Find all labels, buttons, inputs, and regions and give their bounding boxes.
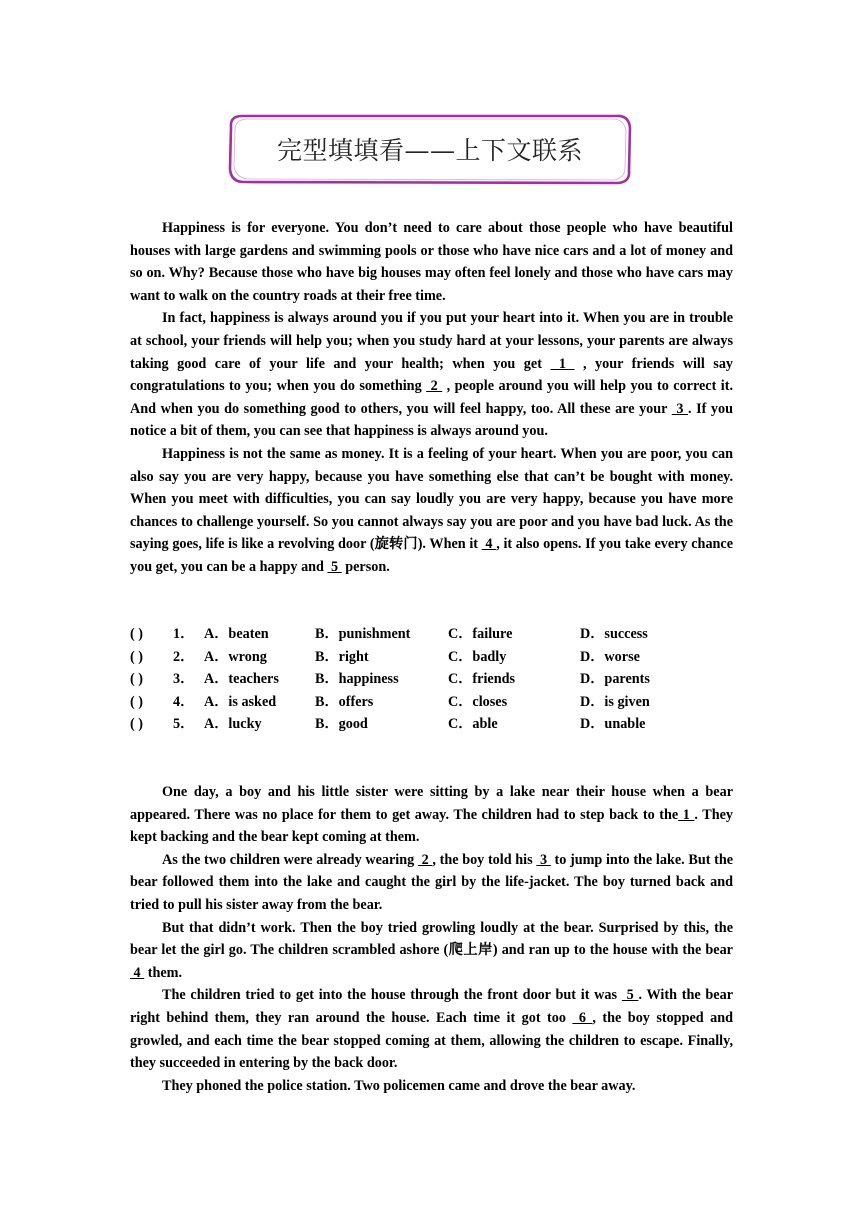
passage-2-paragraph-4 bbox=[130, 984, 733, 1074]
option-a: A．beaten bbox=[204, 626, 269, 642]
answer-blank: 4 bbox=[481, 536, 497, 553]
paragraph-text: , your friends will say congratulations to you; when you do something bbox=[130, 355, 734, 395]
page-title: 完型填填看——上下文联系 bbox=[276, 136, 583, 165]
paragraph-text: They phoned the police station. Two policemen came and drove the bear away. bbox=[162, 1077, 636, 1094]
paragraph-text: Happiness is not the same as money. It is a feeling of your heart. When you are poor, you can also say you are very happy, because you have something else that can’t be bought with money. When you meet with difficulties, you can say loudly you are very happy, because you have more chances to challenge yourself. So you cannot always say you are poor and you have bad luck. As the saying goes, life is like a revolving door (旋转门). When it bbox=[130, 445, 733, 553]
title-banner bbox=[228, 113, 632, 185]
option-c: C．badly bbox=[448, 648, 507, 665]
question-number: 1． bbox=[173, 626, 195, 642]
question-number: 4． bbox=[173, 693, 195, 710]
option-d: D．parents bbox=[580, 671, 650, 688]
option-b: B．punishment bbox=[315, 626, 411, 642]
answer-blank: 3 bbox=[536, 851, 551, 868]
paragraph-text: In fact, happiness is always around you if you put your heart into it. When you are in trouble at school, your friends will help you; when you study hard at your lessons, your parents are always taking good care of your life and your health; when you get bbox=[130, 310, 733, 372]
answer-paren: ( ) bbox=[130, 648, 143, 665]
answer-blank: 5 bbox=[621, 987, 639, 1004]
question-number: 2． bbox=[173, 648, 195, 665]
passage-2-paragraph-5 bbox=[130, 1075, 733, 1098]
option-row bbox=[130, 646, 733, 669]
option-a: A．teachers bbox=[204, 671, 279, 688]
option-row bbox=[130, 713, 733, 736]
answer-blank: 2 bbox=[417, 851, 433, 868]
option-d: D．is given bbox=[580, 693, 650, 710]
passage-2-paragraph-1 bbox=[130, 781, 733, 849]
paragraph-text: , people around you will help you to correct it. And when you do something good to others, you will feel happy, too. All these are your bbox=[130, 378, 733, 417]
option-c: C．closes bbox=[448, 693, 508, 710]
option-b: B．happiness bbox=[315, 671, 399, 688]
option-row bbox=[130, 691, 733, 714]
paragraph-text: . They kept backing and the bear kept coming at them. bbox=[130, 806, 734, 846]
option-c: C．able bbox=[448, 716, 498, 733]
options-table bbox=[130, 623, 733, 736]
paragraph-text: person. bbox=[341, 558, 390, 575]
passage-2 bbox=[130, 781, 733, 1097]
option-d: D．unable bbox=[580, 716, 646, 733]
option-row bbox=[130, 623, 733, 646]
paragraph-text: Happiness is for everyone. You don’t need to care about those people who have beautiful houses with large gardens and swimming pools or those who have nice cars and a lot of money and so on. Why? Because those who have big houses may often feel lonely and those who have cars may want to walk on the country roads at their free time. bbox=[130, 220, 733, 304]
answer-blank: 1 bbox=[678, 806, 695, 823]
paragraph-text: , it also opens. If you take every chance you get, you can be a happy and bbox=[130, 536, 734, 575]
option-b: B．offers bbox=[315, 693, 374, 710]
answer-paren: ( ) bbox=[130, 626, 143, 642]
paragraph-text: The children tried to get into the house through the front door but it was bbox=[162, 987, 622, 1004]
option-a: A．is asked bbox=[204, 693, 277, 710]
paragraph-text: . With the bear right behind them, they ran around the house. Each time it got too bbox=[130, 987, 733, 1026]
option-c: C．friends bbox=[448, 671, 515, 688]
passage-1-paragraph-2 bbox=[130, 307, 733, 443]
answer-blank: 5 bbox=[327, 558, 342, 575]
answer-blank: 6 bbox=[572, 1009, 593, 1026]
option-a: A．wrong bbox=[204, 648, 267, 665]
paragraph-text: , the boy stopped and growled, and each time the bear stopped coming at them, allowing the children to escape. Finally, they succeeded in entering by the back door. bbox=[130, 1009, 733, 1072]
paragraph-text: them. bbox=[144, 964, 183, 981]
paragraph-text: One day, a boy and his little sister were sitting by a lake near their house when a bear appeared. There was no place for them to get away. The children had to step back to the bbox=[130, 784, 733, 823]
paragraph-text: As the two children were already wearing bbox=[162, 851, 418, 868]
option-a: A．lucky bbox=[204, 716, 262, 733]
answer-paren: ( ) bbox=[130, 671, 143, 688]
paragraph-text: . If you notice a bit of them, you can see that happiness is always around you. bbox=[130, 400, 734, 440]
answer-paren: ( ) bbox=[130, 716, 143, 733]
option-b: B．good bbox=[315, 716, 368, 733]
question-number: 5． bbox=[173, 716, 195, 733]
question-number: 3． bbox=[173, 671, 195, 688]
passage-1 bbox=[130, 217, 733, 579]
answer-blank: 3 bbox=[671, 400, 688, 417]
option-d: D．success bbox=[580, 626, 648, 642]
paragraph-text: , the boy told his bbox=[432, 851, 537, 868]
passage-1-paragraph-3 bbox=[130, 443, 733, 579]
paragraph-text: But that didn’t work. Then the boy tried growling loudly at the bear. Surprised by this, the bear let the girl go. The children scrambled ashore (爬上岸) and ran up to the house with the bear bbox=[130, 919, 733, 959]
answer-paren: ( ) bbox=[130, 693, 143, 710]
option-c: C．failure bbox=[448, 626, 513, 642]
answer-blank: 1 bbox=[550, 355, 575, 372]
passage-2-paragraph-3 bbox=[130, 917, 733, 985]
passage-1-paragraph-1 bbox=[130, 217, 733, 307]
option-b: B．right bbox=[315, 648, 369, 665]
answer-blank: 4 bbox=[130, 964, 145, 981]
passage-2-paragraph-2 bbox=[130, 849, 733, 917]
paragraph-text: to jump into the lake. But the bear followed them into the lake and caught the girl by the life-jacket. The boy turned back and tried to pull his sister away from the bear. bbox=[130, 851, 734, 913]
option-row bbox=[130, 668, 733, 691]
answer-blank: 2 bbox=[426, 378, 443, 395]
option-d: D．worse bbox=[580, 648, 640, 665]
